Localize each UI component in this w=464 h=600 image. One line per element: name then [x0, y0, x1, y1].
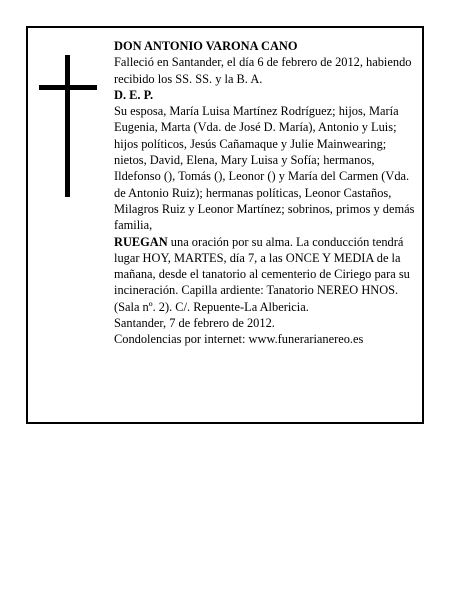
- ruegan-label: RUEGAN: [114, 234, 168, 249]
- obituary-notice: [26, 26, 424, 424]
- date-line: Santander, 7 de febrero de 2012.: [114, 316, 275, 331]
- cross-vertical-bar: [65, 55, 70, 197]
- condolences-line: Condolencias por internet: www.funerarianereo.es: [114, 332, 364, 347]
- deceased-name: DON ANTONIO VARONA CANO: [114, 39, 298, 53]
- cross-horizontal-bar: [39, 85, 97, 90]
- ruegan-text: una oración por su alma. La conducción tendrá lugar HOY, MARTES, día 7, a las ONCE Y MEDIA de la mañana, desde el tanatorio al cementerio de Ciriego para su incineración. Capilla ardiente: Tanatorio NEREO HNOS. (Sala nº. 2). C/. Repuente-La Albericia.: [114, 234, 410, 314]
- family-list: Su esposa, María Luisa Martínez Rodríguez; hijos, María Eugenia, Marta (Vda. de José D. María), Antonio y Luis; hijos políticos, Jesús Cañamaque y Julie Mainwearing; nietos, David, Elena, Mary Luisa y Sofía; hermanos, Ildefonso (), Tomás (), Leonor () y María del Carmen (Vda. de Antonio Ruiz); hermanas políticas, Leonor Castaños, Milagros Ruiz y Leonor Martínez; sobrinos, primos y demás familia,: [114, 104, 415, 233]
- latin-cross-icon: [39, 55, 97, 197]
- ruegan-paragraph: [114, 234, 420, 315]
- obituary-text: [114, 38, 420, 348]
- death-statement: Falleció en Santander, el día 6 de febrero de 2012, habiendo recibido los SS. SS. y la B. A.: [114, 55, 412, 86]
- dep-heading: D. E. P.: [114, 87, 154, 102]
